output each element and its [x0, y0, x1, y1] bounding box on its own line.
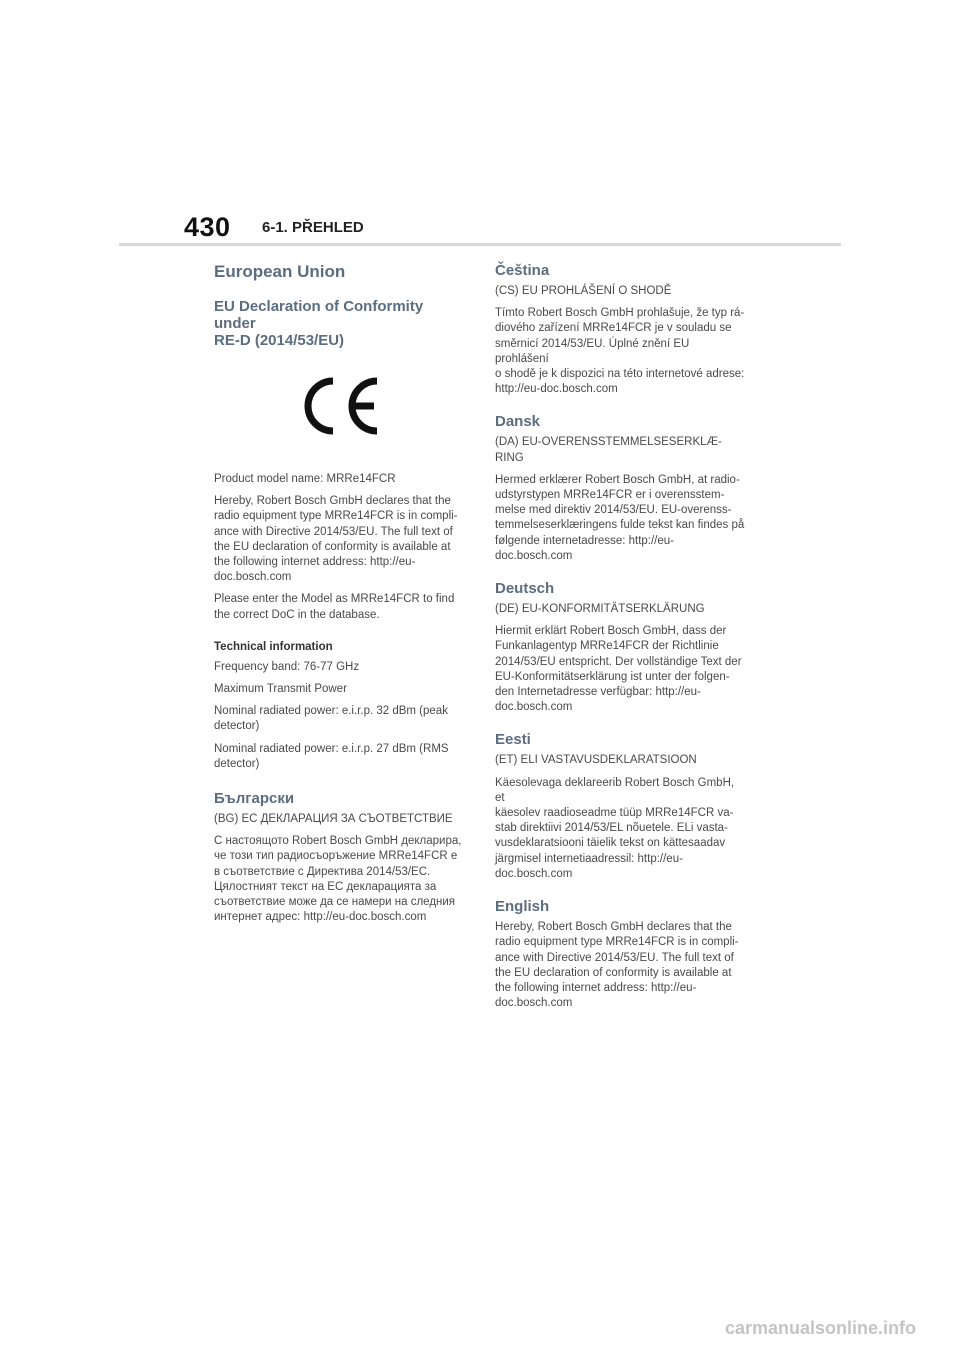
watermark-text: carmanualsonline.info: [725, 1318, 917, 1338]
block-german: [495, 580, 745, 715]
subheading-czech: (CS) EU PROHLÁŠENÍ O SHODĚ: [495, 285, 672, 297]
heading-czech: Čeština: [495, 262, 550, 279]
technical-heading: Technical information: [214, 640, 333, 653]
block-danish: [495, 413, 745, 564]
right-column: [495, 262, 745, 1027]
nominal-power-rms: Nominal radiated power: e.i.r.p. 27 dBm (RMS detector): [214, 742, 449, 770]
page-title: European Union: [214, 262, 346, 281]
model-note: Please enter the Model as MRRe14FCR to find the correct DoC in the database.: [214, 593, 455, 621]
left-column: [214, 262, 464, 932]
text-german: Hiermit erklärt Robert Bosch GmbH, dass der Funkanlagentyp MRRe14FCR der Richtlinie 2014/53/EU entspricht. Der vollständige Text der EU-Konformitätserklärung ist unter der folgen- den Internetadresse verfügbar: http://eu- doc.bosch.com: [495, 625, 742, 714]
page-number: 430: [184, 212, 231, 242]
heading-german: Deutsch: [495, 580, 555, 598]
ce-mark-icon: [297, 373, 383, 439]
declaration-text: Hereby, Robert Bosch GmbH declares that the radio equipment type MRRe14FCR is in compli- ance with Directive 2014/53/EU. The full text of the EU declaration of conformity is available at the following internet address: http://eu- doc.bosch.com: [214, 495, 458, 584]
header-divider: [119, 243, 841, 246]
text-estonian: Käesolevaga deklareerib Robert Bosch GmbH, et käesolev raadioseadme tüüp MRRe14FCR va- stab direktiivi 2014/53/EL nõuetele. ELi vasta- vusdeklaratsiooni täielik tekst on kättesaadav järgmisel internetiaadressil: http://eu- doc.bosch.com: [495, 776, 735, 880]
section-title: 6-1. PŘEHLED: [262, 219, 364, 236]
text-bulgarian: С настоящото Robert Bosch GmbH декларира, че този тип радиосъоръжение MRRe14FCR е в съответствие с Директива 2014/53/ЕС. Цялостният текст на ЕС декларацията за съответствие може да се намери на следния интернет адрес: http://eu-doc.bosch.com: [214, 835, 462, 924]
heading-danish: Dansk: [495, 413, 541, 431]
nominal-power-peak: Nominal radiated power: e.i.r.p. 32 dBm (peak detector): [214, 705, 448, 733]
max-transmit-power: Maximum Transmit Power: [214, 683, 347, 696]
block-czech: [495, 262, 745, 397]
text-danish: Hermed erklærer Robert Bosch GmbH, at radio- udstyrstypen MRRe14FCR er i overensstem- melse med direktiv 2014/53/EU. EU-overenss- temmelseserklæringens fulde tekst kan findes på følgende internetadresse: http://eu- doc.bosch.com: [495, 473, 745, 562]
text-english: Hereby, Robert Bosch GmbH declares that the radio equipment type MRRe14FCR is in compli- ance with Directive 2014/53/EU. The full text of the EU declaration of conformity is available at the following internet address: http://eu- doc.bosch.com: [495, 921, 739, 1010]
declaration-heading: EU Declaration of Conformity under RE-D (2014/53/EU): [214, 298, 424, 349]
block-english: [495, 898, 745, 1011]
subheading-bulgarian: (BG) ЕС ДЕКЛАРАЦИЯ ЗА СЪОТВЕТСТВИЕ: [214, 813, 453, 826]
heading-bulgarian: Български: [214, 790, 295, 808]
subheading-danish: (DA) EU-OVERENSSTEMMELSESERKLÆ- RING: [495, 436, 722, 464]
subheading-estonian: (ET) ELI VASTAVUSDEKLARATSIOON: [495, 754, 697, 767]
heading-english: English: [495, 898, 550, 916]
subheading-german: (DE) EU-KONFORMITÄTSERKLÄRUNG: [495, 603, 705, 616]
product-model: Product model name: MRRe14FCR: [214, 473, 396, 485]
text-czech: Tímto Robert Bosch GmbH prohlašuje, že typ rá- diového zařízení MRRe14FCR je v souladu se směrnicí 2014/53/EU. Úplné znění EU prohlášení o shodě je k dispozici na této internetové adrese: http://eu-doc.bosch.com: [495, 307, 745, 396]
heading-estonian: Eesti: [495, 731, 531, 749]
block-estonian: [495, 731, 745, 882]
frequency-band: Frequency band: 76-77 GHz: [214, 660, 360, 673]
